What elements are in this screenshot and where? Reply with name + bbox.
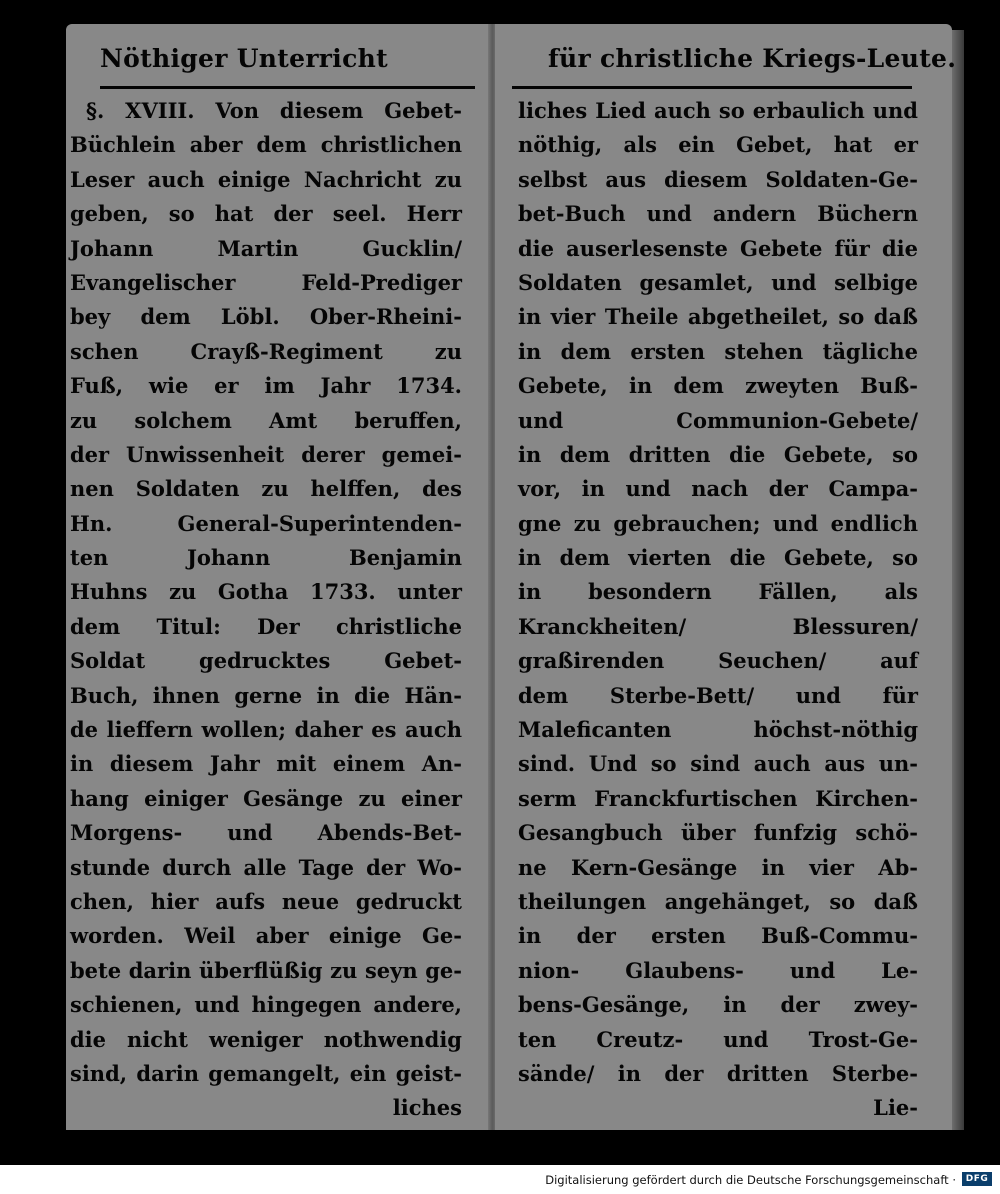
text-line: bet-Buch und andern Büchern	[518, 201, 918, 227]
text-line: §. XVIII. Von diesem Gebet-	[86, 98, 462, 123]
page-edge	[952, 30, 964, 1130]
text-line: Leser auch einige Nachricht zu	[70, 166, 462, 192]
text-line: worden. Weil aber einige Ge-	[70, 923, 462, 949]
text-line: sind. Und so sind auch aus un-	[518, 751, 918, 777]
text-line: dem Sterbe-Bett/ und für	[518, 682, 918, 708]
head-rule-left	[100, 86, 475, 89]
text-line: bete darin überflüßig zu seyn ge-	[70, 957, 462, 983]
text-line: Lie-	[873, 1095, 918, 1121]
text-line: Gebete, in dem zweyten Buß-	[518, 373, 918, 399]
text-line: schen Crayß-Regiment zu	[70, 338, 462, 364]
text-line: die auserlesenste Gebete für die	[518, 235, 918, 261]
text-line: in der ersten Buß-Commu-	[518, 923, 918, 949]
text-line: graßirenden Seuchen/ auf	[518, 648, 918, 674]
text-line: sände/ in der dritten Sterbe-	[518, 1060, 918, 1086]
text-line: Soldat gedrucktes Gebet-	[70, 648, 462, 674]
text-line: Morgens- und Abends-Bet-	[70, 820, 462, 846]
text-line: ten Johann Benjamin	[70, 545, 462, 571]
text-line: Soldaten gesamlet, und selbige	[518, 269, 918, 295]
right-text-column	[518, 94, 918, 1126]
text-line: geben, so hat der seel. Herr	[70, 201, 462, 227]
text-line: serm Franckfurtischen Kirchen-	[518, 785, 918, 811]
text-line: Johann Martin Gucklin/	[70, 235, 462, 261]
text-line: nöthig, als ein Gebet, hat er	[518, 132, 918, 158]
text-line: chen, hier aufs neue gedruckt	[70, 888, 462, 914]
text-line: Hn. General-Superintenden-	[70, 510, 462, 536]
text-line: in dem ersten stehen tägliche	[518, 338, 918, 364]
text-line: Huhns zu Gotha 1733. unter	[70, 579, 462, 605]
text-line: ne Kern-Gesänge in vier Ab-	[518, 854, 918, 880]
text-line: Buch, ihnen gerne in die Hän-	[70, 682, 462, 708]
text-line: gne zu gebrauchen; und endlich	[518, 510, 918, 536]
text-line: Evangelischer Feld-Prediger	[70, 269, 462, 295]
text-line: in dem dritten die Gebete, so	[518, 441, 918, 467]
running-head-left: Nöthiger Unterricht	[100, 44, 388, 73]
text-line: der Unwissenheit derer gemei-	[70, 441, 462, 467]
left-text-column	[70, 94, 462, 1126]
text-line: de lieffern wollen; daher es auch	[70, 717, 462, 743]
running-head-right: für christliche Kriegs-Leute.	[548, 44, 957, 73]
text-line: ten Creutz- und Trost-Ge-	[518, 1026, 918, 1052]
head-rule-right	[512, 86, 912, 89]
text-line: Kranckheiten/ Blessuren/	[518, 613, 918, 639]
text-line: dem Titul: Der christliche	[70, 613, 462, 639]
text-line: in vier Theile abgetheilet, so daß	[518, 304, 918, 330]
text-line: die nicht weniger nothwendig	[70, 1026, 462, 1052]
text-line: sind, darin gemangelt, ein geist-	[70, 1060, 462, 1086]
text-line: hang einiger Gesänge zu einer	[70, 785, 462, 811]
text-line: nion- Glaubens- und Le-	[518, 957, 918, 983]
text-line: Fuß, wie er im Jahr 1734.	[70, 373, 462, 399]
text-line: Gesangbuch über funfzig schö-	[518, 820, 918, 846]
text-line: liches	[392, 1095, 462, 1121]
text-line: in besondern Fällen, als	[518, 579, 918, 605]
text-line: und Communion-Gebete/	[518, 407, 918, 433]
dfg-logo: DFG	[962, 1172, 992, 1186]
text-line: schienen, und hingegen andere,	[70, 992, 462, 1018]
text-line: Maleficanten höchst-nöthig	[518, 717, 918, 743]
text-line: vor, in und nach der Campa-	[518, 476, 918, 502]
text-line: bens-Gesänge, in der zwey-	[518, 992, 918, 1018]
text-line: theilungen angehänget, so daß	[518, 888, 918, 914]
text-line: zu solchem Amt beruffen,	[70, 407, 462, 433]
text-line: selbst aus diesem Soldaten-Ge-	[518, 166, 918, 192]
text-line: nen Soldaten zu helffen, des	[70, 476, 462, 502]
text-line: Büchlein aber dem christlichen	[70, 132, 462, 158]
text-line: in dem vierten die Gebete, so	[518, 545, 918, 571]
text-line: liches Lied auch so erbaulich und	[518, 98, 918, 123]
text-line: stunde durch alle Tage der Wo-	[70, 854, 462, 880]
footer-credit: Digitalisierung gefördert durch die Deutsche Forschungsgemeinschaft ·	[545, 1173, 956, 1187]
text-line: in diesem Jahr mit einem An-	[70, 751, 462, 777]
text-line: bey dem Löbl. Ober-Rheini-	[70, 304, 462, 330]
